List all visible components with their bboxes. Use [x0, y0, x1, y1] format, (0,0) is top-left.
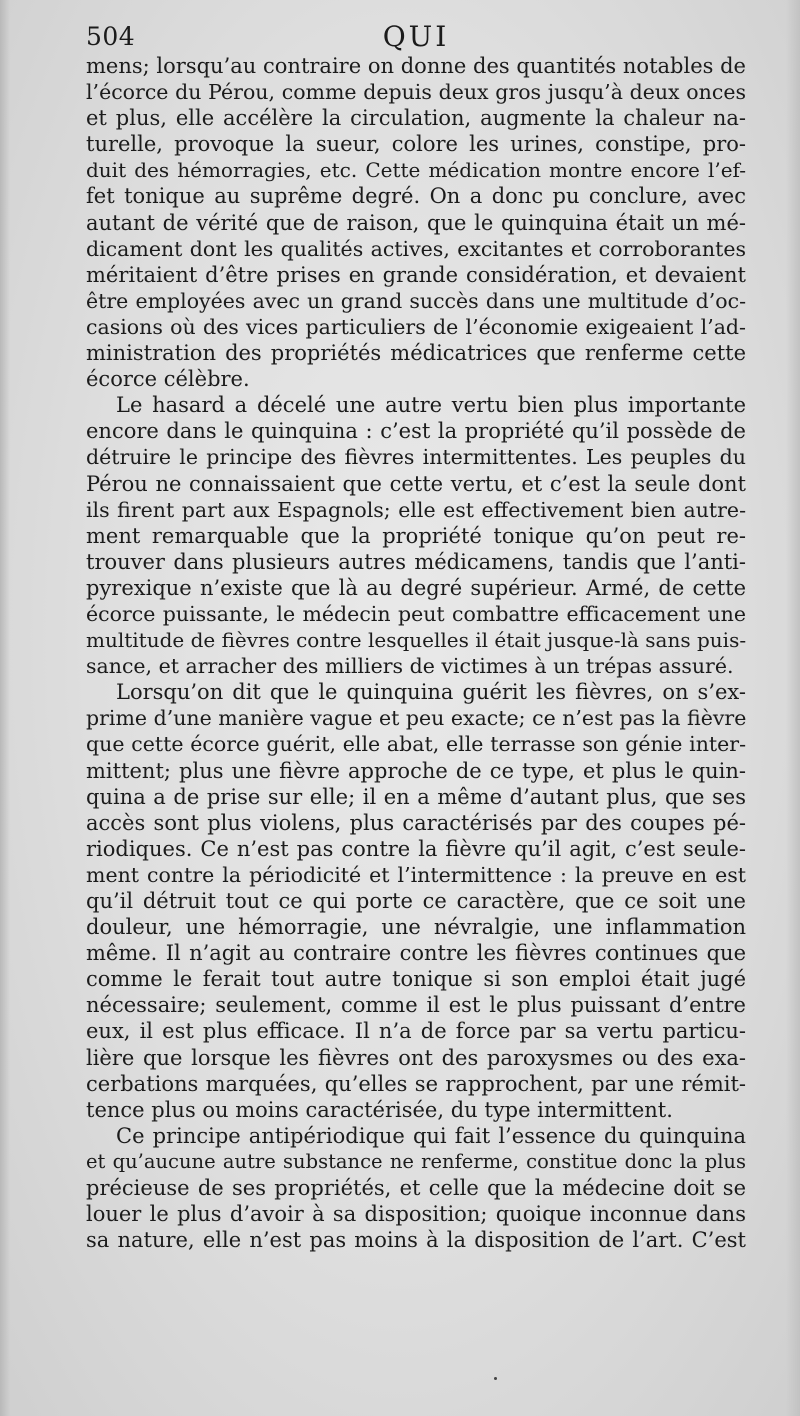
text-line: Pérou ne connaissaient que cette vertu, et c’est la seule dont: [86, 471, 746, 496]
text-line: qu’il détruit tout ce qui porte ce caractère, que ce soit une: [86, 889, 746, 913]
text-line: comme le ferait tout autre tonique si son emploi était jugé: [86, 967, 746, 992]
text-line: dicament dont les qualités actives, excitantes et corroborantes: [86, 236, 746, 261]
text-line: et plus, elle accélère la circulation, augmente la chaleur na-: [86, 106, 746, 131]
body-text: [86, 53, 746, 1253]
text-line: écorce puissante, le médecin peut combattre efficacement une: [86, 601, 746, 626]
text-line: mens; lorsqu’au contraire on donne des quantités notables de: [86, 54, 746, 78]
text-line: sa nature, elle n’est pas moins à la disposition de l’art. C’est: [86, 1228, 746, 1253]
text-line: méritaient d’être prises en grande considération, et devaient: [86, 262, 746, 287]
text-line: Le hasard a décelé une autre vertu bien plus importante: [116, 393, 746, 418]
text-line: douleur, une hémorragie, une névralgie, une inflammation: [86, 915, 746, 940]
text-line: détruire le principe des fièvres intermittentes. Les peuples du: [86, 445, 746, 470]
running-head: QUI: [382, 20, 450, 53]
text-line: trouver dans plusieurs autres médicamens, tandis que l’anti-: [86, 549, 746, 574]
text-line: être employées avec un grand succès dans une multitude d’oc-: [86, 288, 746, 313]
text-line: nécessaire; seulement, comme il est le plus puissant d’entre: [86, 993, 746, 1018]
text-line: tence plus ou moins caractérisée, du type intermittent.: [86, 1097, 673, 1122]
text-line: prime d’une manière vague et peu exacte; ce n’est pas la fièvre: [86, 706, 746, 731]
text-line: ment remarquable que la propriété tonique qu’on peut re-: [86, 523, 746, 548]
text-line: cerbations marquées, qu’elles se rapprochent, par une rémit-: [86, 1071, 746, 1096]
text-line: sance, et arracher des milliers de victimes à un trépas assuré.: [86, 654, 734, 679]
text-line: riodiques. Ce n’est pas contre la fièvre qu’il agit, c’est seule-: [86, 836, 746, 861]
text-line: ministration des propriétés médicatrices que renferme cette: [86, 341, 746, 366]
text-line: louer le plus d’avoir à sa disposition; quoique inconnue dans: [86, 1202, 746, 1227]
text-line: lière que lorsque les fièvres ont des paroxysmes ou des exa-: [86, 1045, 746, 1070]
text-line: quina a de prise sur elle; il en a même d’autant plus, que ses: [86, 784, 746, 809]
text-line: Lorsqu’on dit que le quinquina guérit les fièvres, on s’ex-: [116, 680, 746, 705]
text-line: accès sont plus violens, plus caractérisés par des coupes pé-: [86, 810, 746, 835]
text-line: encore dans le quinquina : c’est la propriété qu’il possède de: [86, 419, 746, 444]
text-line: pyrexique n’existe que là au degré supérieur. Armé, de cette: [86, 575, 746, 600]
text-line: écorce célèbre.: [86, 367, 250, 392]
paper-speck: [494, 1377, 497, 1380]
text-line: duit des hémorragies, etc. Cette médication montre encore l’ef-: [86, 158, 746, 183]
text-line: l’écorce du Pérou, comme depuis deux gros jusqu’à deux onces: [86, 80, 746, 105]
text-line: fet tonique au suprême degré. On a donc pu conclure, avec: [86, 184, 746, 209]
text-line: Ce principe antipériodique qui fait l’essence du quinquina: [116, 1123, 746, 1148]
text-line: eux, il est plus efficace. Il n’a de force par sa vertu particu-: [86, 1019, 746, 1044]
text-line: multitude de fièvres contre lesquelles il était jusque-là sans puis-: [86, 628, 746, 653]
page-number: 504: [86, 22, 136, 51]
text-line: casions où des vices particuliers de l’économie exigeaient l’ad-: [86, 314, 746, 339]
text-line: et qu’aucune autre substance ne renferme, constitue donc la plus: [86, 1149, 746, 1173]
text-line: ment contre la périodicité et l’intermittence : la preuve en est: [86, 862, 746, 887]
text-line: autant de vérité que de raison, que le quinquina était un mé-: [86, 210, 746, 235]
text-line: ils firent part aux Espagnols; elle est effectivement bien autre-: [86, 497, 746, 522]
text-line: même. Il n’agit au contraire contre les fièvres continues que: [86, 941, 746, 966]
text-line: précieuse de ses propriétés, et celle que la médecine doit se: [86, 1176, 746, 1201]
text-line: mittent; plus une fièvre approche de ce type, et plus le quin-: [86, 758, 746, 783]
text-line: que cette écorce guérit, elle abat, elle terrasse son génie inter-: [86, 732, 746, 757]
text-line: turelle, provoque la sueur, colore les urines, constipe, pro-: [86, 132, 746, 157]
page-header: [86, 20, 746, 52]
